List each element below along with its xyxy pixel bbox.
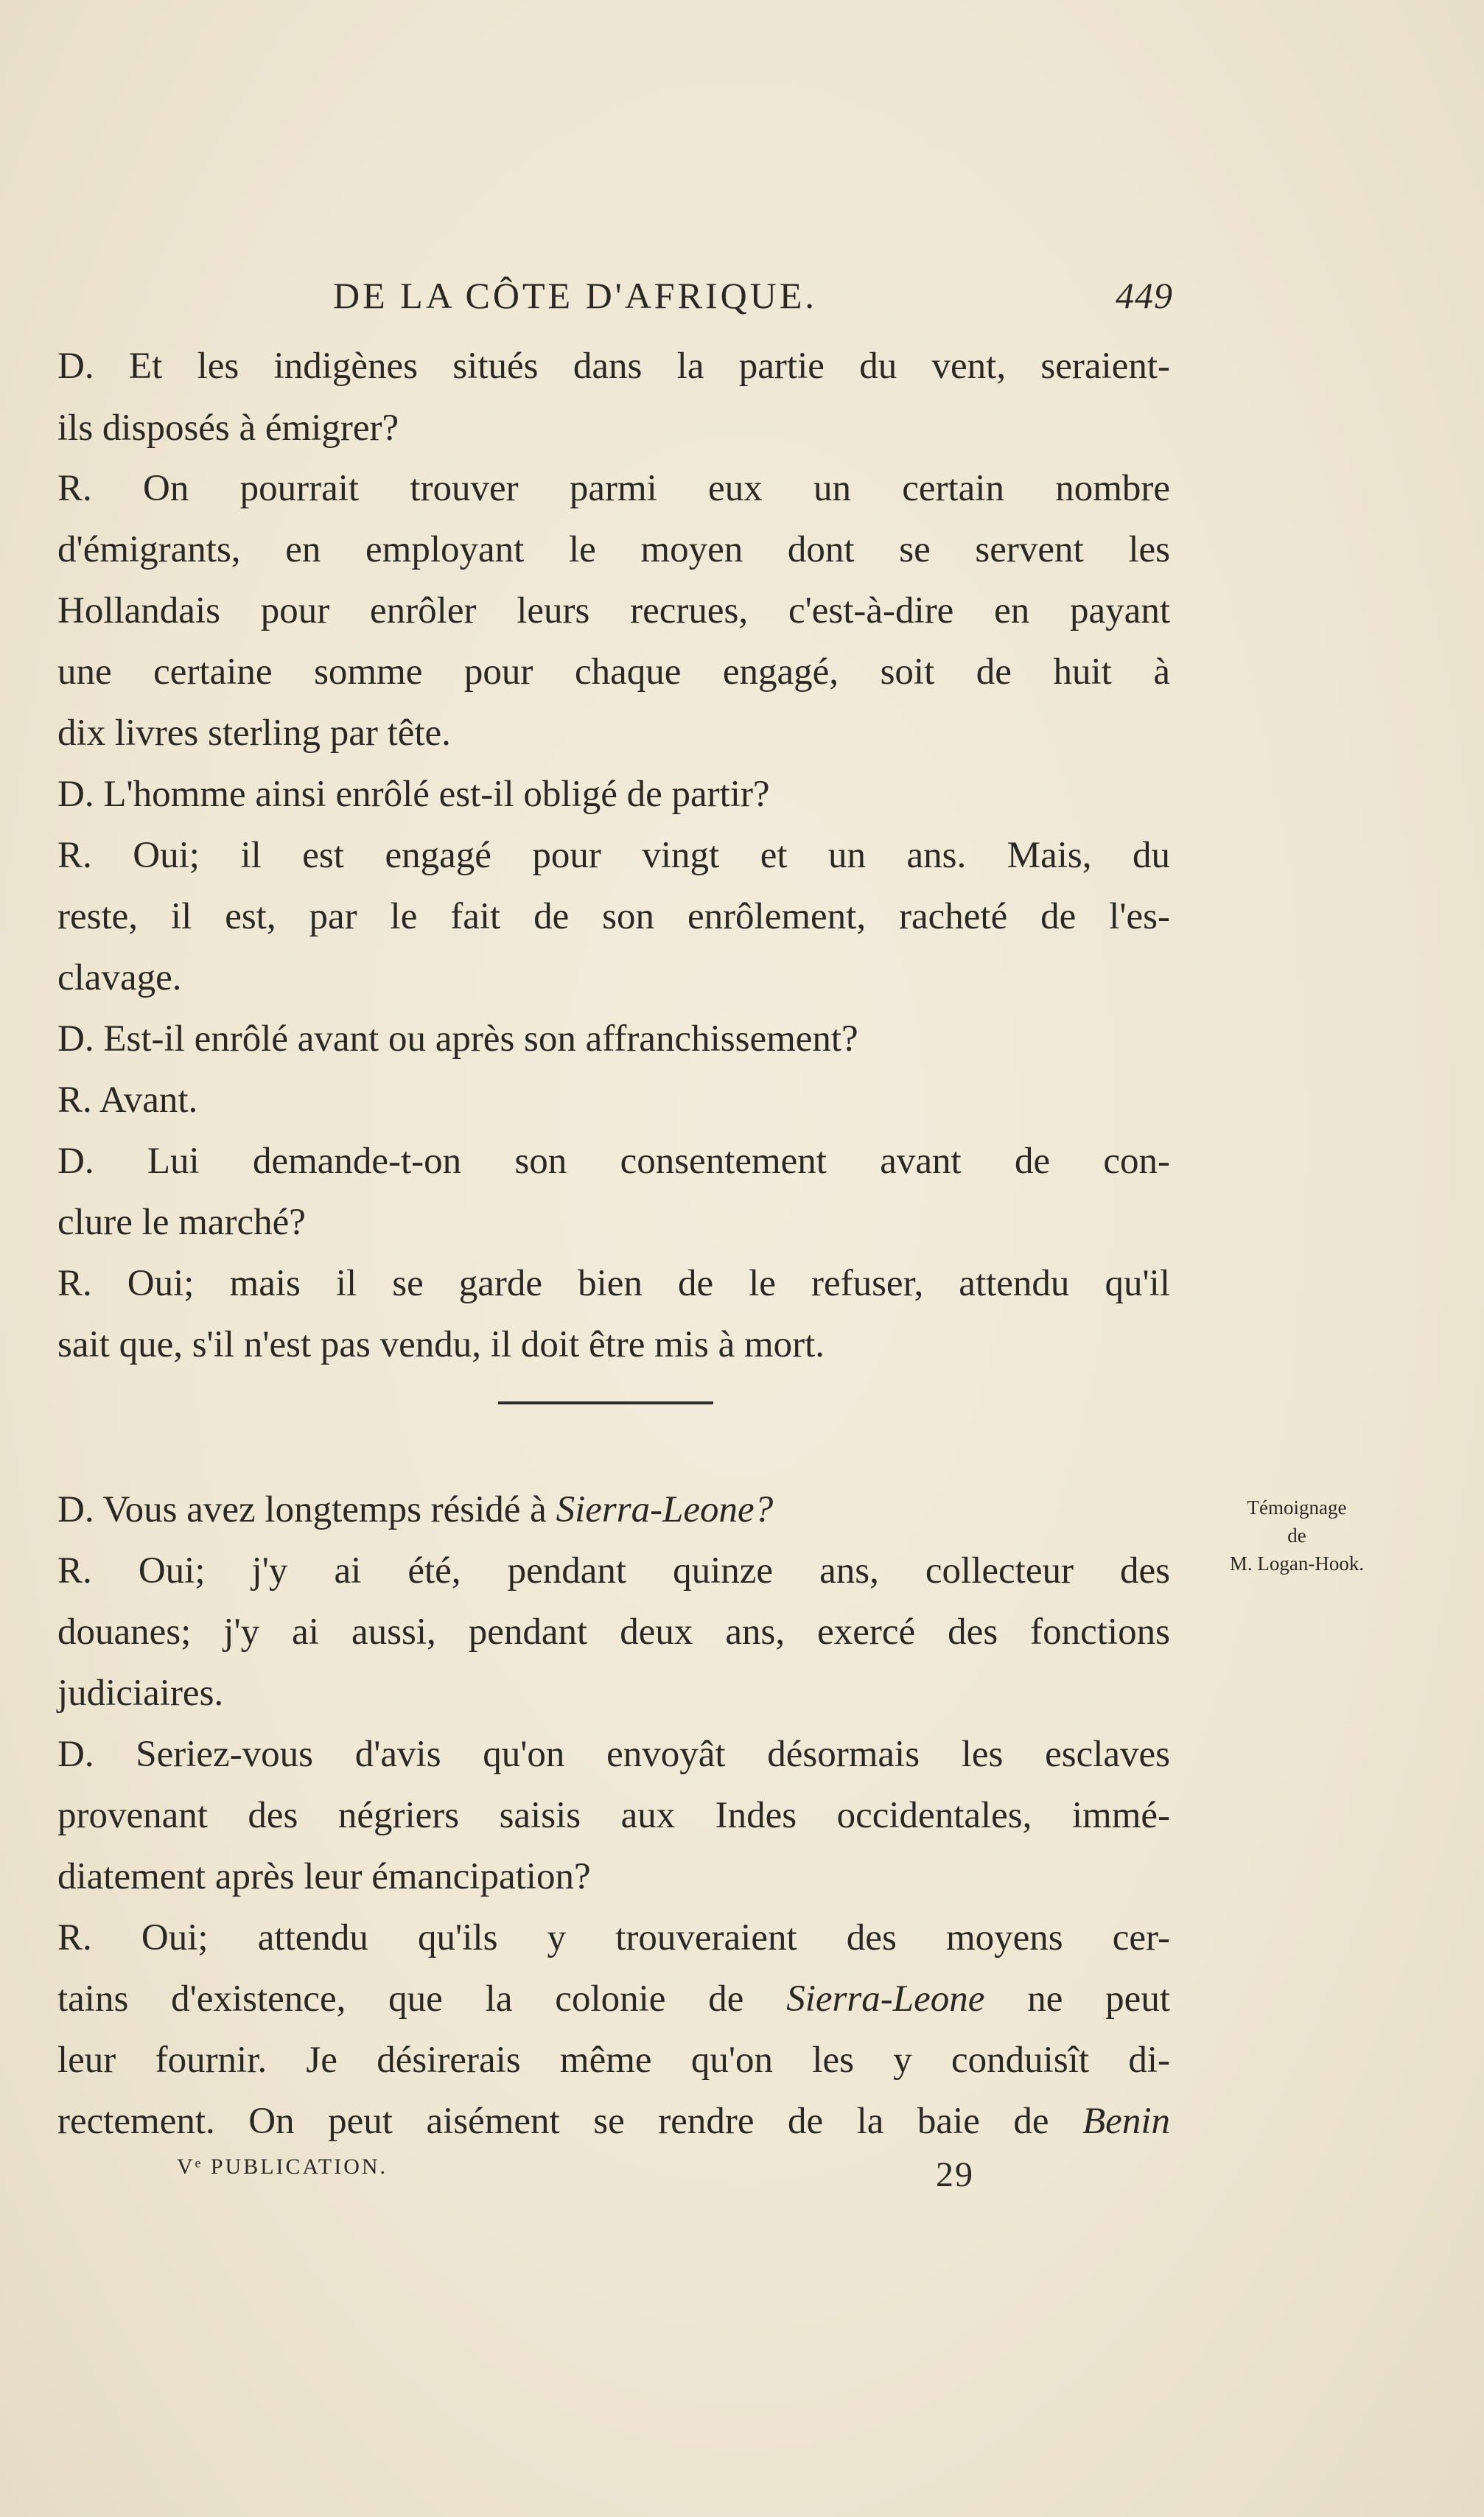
text-segment: ne peut: [984, 1978, 1170, 2020]
text-line: sait que, s'il n'est pas vendu, il doit être mis à mort.: [57, 1324, 825, 1365]
text-line: D. Est-il enrôlé avant ou après son affranchissement?: [57, 1018, 858, 1060]
text-line: [57, 2096, 1170, 2147]
place-name: Benin: [1082, 2101, 1170, 2142]
text-segment: D. Vous avez longtemps résidé à: [57, 1489, 556, 1530]
text-segment: rectement. On peut aisément se rendre de la baie de: [57, 2101, 1083, 2142]
signature-mark: Vᵉ PUBLICATION.: [177, 2154, 388, 2179]
text-line: clavage.: [57, 957, 182, 998]
text-line: R. Oui; mais il se garde bien de le refuser, attendu qu'il: [57, 1263, 1170, 1304]
text-line: R. Oui; j'y ai été, pendant quinze ans, collecteur des: [57, 1550, 1170, 1592]
text-line: dix livres sterling par tête.: [57, 713, 451, 754]
text-line: provenant des négriers saisis aux Indes occidentales, immé-: [57, 1795, 1170, 1836]
running-head: [333, 274, 1173, 326]
margin-note-line: M. Logan-Hook.: [1229, 1552, 1365, 1575]
signature-number: 29: [936, 2155, 974, 2194]
text-line: douanes; j'y ai aussi, pendant deux ans, exercé des fonctions: [57, 1611, 1170, 1653]
text-line: D. L'homme ainsi enrôlé est-il obligé de partir?: [57, 774, 770, 815]
text-line: reste, il est, par le fait de son enrôlement, racheté de l'es-: [57, 896, 1170, 937]
text-line: D. Lui demande-t-on son consentement avant de con-: [57, 1141, 1170, 1182]
text-line: une certaine somme pour chaque engagé, soit de huit à: [57, 651, 1170, 693]
text-line: [57, 1484, 1170, 1536]
text-segment: tains d'existence, que la colonie de: [57, 1978, 787, 2020]
text-line: D. Et les indigènes situés dans la partie du vent, seraient-: [57, 346, 1170, 387]
text-line: R. Oui; il est engagé pour vingt et un ans. Mais, du: [57, 835, 1170, 876]
text-line: leur fournir. Je désirerais même qu'on les y conduisît di-: [57, 2040, 1170, 2081]
place-name: Sierra-Leone: [786, 1978, 985, 2020]
text-line: diatement après leur émancipation?: [57, 1856, 591, 1897]
margin-note-line: de: [1287, 1524, 1306, 1547]
page-number: 449: [1116, 275, 1173, 316]
text-line: Hollandais pour enrôler leurs recrues, c'est-à-dire en payant: [57, 590, 1170, 631]
text-line: R. Avant.: [57, 1079, 198, 1121]
text-line: clure le marché?: [57, 1202, 306, 1243]
text-line: R. Oui; attendu qu'ils y trouveraient des moyens cer-: [57, 1917, 1170, 1958]
text-line: R. On pourrait trouver parmi eux un certain nombre: [57, 468, 1170, 509]
text-line: [57, 1973, 1170, 2025]
place-name: Sierra-Leone?: [556, 1489, 774, 1530]
text-line: D. Seriez-vous d'avis qu'on envoyât désormais les esclaves: [57, 1734, 1170, 1775]
text-line: judiciaires.: [57, 1673, 224, 1714]
text-line: d'émigrants, en employant le moyen dont se servent les: [57, 529, 1170, 570]
text-line: ils disposés à émigrer?: [57, 407, 399, 449]
margin-note-line: Témoignage: [1247, 1496, 1347, 1519]
running-title: DE LA CÔTE D'AFRIQUE.: [333, 275, 817, 316]
section-divider: [498, 1401, 713, 1404]
